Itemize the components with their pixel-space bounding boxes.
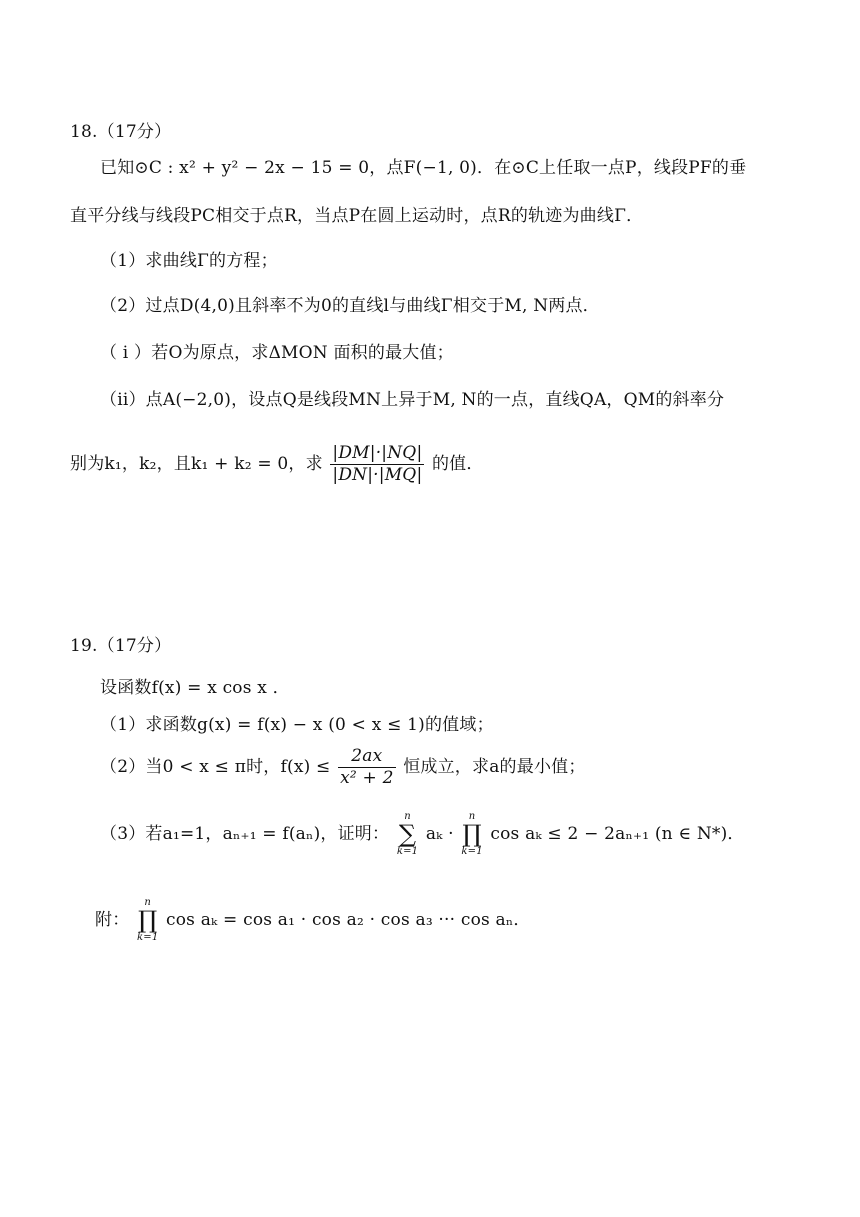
q19-part2-post: 恒成立，求a的最小值； bbox=[403, 757, 586, 777]
q19-note bbox=[95, 898, 531, 943]
q19-intro: 设函数f(x) = x cos x ． bbox=[100, 678, 290, 698]
note-prod-upper-limit: n bbox=[144, 897, 152, 908]
sum-symbol: ∑ bbox=[398, 820, 417, 848]
q18-part2-ii: （ii）点A(−2,0)，设点Q是线段MN上异于M, N的一点，直线QA，QM的斜率分 bbox=[100, 390, 725, 410]
note-prod-symbol: ∏ bbox=[138, 906, 158, 934]
q18-part2-ii-continued bbox=[70, 445, 484, 484]
note-prod-lower-limit: k=1 bbox=[137, 932, 159, 944]
prod-symbol: ∏ bbox=[462, 820, 482, 848]
ratio-fraction bbox=[330, 445, 424, 484]
q19-part3-mid1: aₖ · bbox=[425, 824, 454, 845]
q19-part3-pre: （3）若a₁=1，aₙ₊₁ = f(aₙ)，证明： bbox=[100, 824, 390, 845]
note-product-operator bbox=[137, 898, 158, 943]
q19-part2-pre: （2）当0 < x ≤ π时，f(x) ≤ bbox=[100, 757, 331, 777]
q18-cont-pre: 别为k₁，k₂，且k₁ + k₂ = 0，求 bbox=[70, 454, 323, 474]
inequality-fraction bbox=[338, 748, 395, 787]
product-operator bbox=[461, 812, 482, 857]
q19-part3 bbox=[100, 812, 745, 857]
prod-upper-limit: n bbox=[468, 811, 476, 822]
inequality-numerator: 2ax bbox=[338, 748, 395, 768]
summation-operator bbox=[397, 812, 418, 857]
q18-part1: （1）求曲线Γ的方程； bbox=[100, 251, 278, 271]
ratio-numerator: |DM|·|NQ| bbox=[332, 443, 423, 463]
q19-note-post: cos aₖ = cos a₁ · cos a₂ · cos a₃ ··· cos aₙ． bbox=[166, 910, 531, 931]
ratio-denominator: |DN|·|MQ| bbox=[332, 465, 423, 485]
q18-statement-line2: 直平分线与线段PC相交于点R，当点P在圆上运动时，点R的轨迹为曲线Γ． bbox=[70, 206, 644, 226]
inequality-denominator: x² + 2 bbox=[340, 768, 394, 788]
q19-part2 bbox=[100, 748, 586, 787]
q18-statement-line1: 已知⊙C : x² + y² − 2x − 15 = 0，点F(−1, 0)．在⊙C上任取一点P，线段PF的垂 bbox=[100, 158, 747, 178]
prod-lower-limit: k=1 bbox=[461, 846, 483, 858]
q18-part2-i: （ i ）若O为原点，求ΔMON 面积的最大值； bbox=[100, 343, 454, 363]
q18-cont-post: 的值． bbox=[431, 454, 484, 474]
q19-part1: （1）求函数g(x) = f(x) − x (0 < x ≤ 1)的值域； bbox=[100, 715, 494, 735]
q19-note-pre: 附： bbox=[95, 910, 130, 931]
sum-upper-limit: n bbox=[404, 811, 411, 822]
q18-part2: （2）过点D(4,0)且斜率不为0的直线l与曲线Γ相交于M, N两点． bbox=[100, 296, 600, 316]
q19-part3-mid2: cos aₖ ≤ 2 − 2aₙ₊₁ (n ∈ N*)． bbox=[490, 824, 745, 845]
sum-lower-limit: k=1 bbox=[396, 846, 419, 858]
q19-header: 19.（17分） bbox=[70, 636, 172, 656]
q18-header: 18.（17分） bbox=[70, 122, 172, 142]
